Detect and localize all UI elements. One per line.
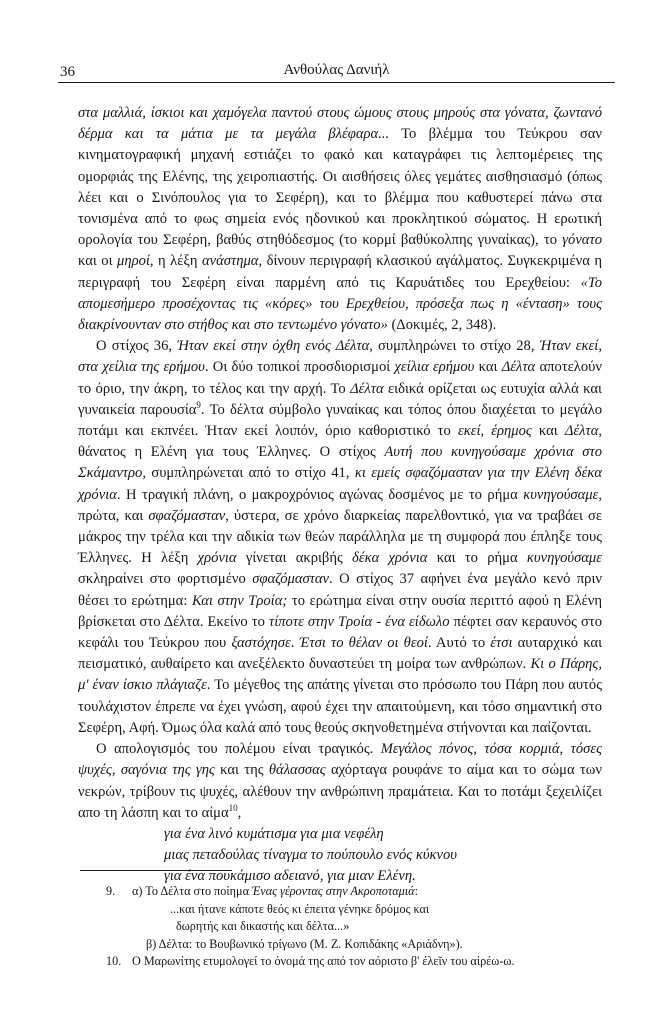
footnote-ref: 10 [228, 802, 238, 813]
text-run: . Το δέλτα σύμβολο γυναίκας και τόπος όπου διαχέεται το μεγάλο ποτάμι και εκπνέει. Ήταν εκεί λοιπόν, όριο καθοριστικό το [78, 401, 602, 440]
footnote-rule [80, 870, 232, 871]
quoted-phrase: σφαζόμασταν [148, 507, 226, 524]
text-run: πέφτει σαν κεραυνός στο κεφάλι του Τεύκρου που [78, 613, 603, 652]
text-run: αποτελούν το όριο, την άκρη, το τέλος και την αρχή. Το [78, 359, 602, 397]
footnote-number: 9. [106, 884, 116, 898]
footnote-quote: δωρητής και δικαστής και δέλτα...» [176, 919, 350, 934]
quoted-phrase: Αυτή που κυνηγούσαμε χρόνια στο Σκάμαντρο [78, 444, 602, 482]
text-run: , δίνουν περιγραφή κλασικού αγάλματος. Συγκεκριμένα η περιγραφή του Σεφέρη είναι παρμένη από τις Καρυάτιδες του Ερεχθείου: [78, 253, 602, 291]
text-run: , θάνατος η Ελένη για τους Έλληνες. Ο στίχος [78, 423, 603, 461]
text-run: . [290, 635, 300, 652]
quoted-phrase: τίποτε στην Τροία - ένα είδωλο [268, 613, 450, 630]
quoted-phrase: χρόνια [197, 550, 237, 567]
verse-line: για ένα λινό κυμάτισμα για μια νεφέλη [164, 825, 384, 842]
text-run: , συμπληρώνει το στίχο 28, [369, 338, 540, 355]
footnote-number: 10. [106, 954, 122, 969]
text-run: αχόρταγα ρουφάνε το αίμα και το σώμα των νεκρών, τρίβουν τις ψυχές, αλέθουν την ανθρώπινη πραμάτεια. Και το ποτάμι ξεχειλίζει απο τη λάσπη και το αίμα [78, 762, 602, 821]
text-run: , πρώτα, και [78, 486, 602, 524]
text-run: και οι [78, 253, 117, 270]
quoted-phrase: κυνηγούσαμε [523, 486, 599, 503]
quoted-phrase: κυνηγούσαμε [526, 550, 603, 567]
text-run: σκληραίνει στο φορτισμένο [78, 571, 253, 588]
text-run: αυταρχικό και πεισματικό, αυθαίρετο και ανεξέλεκτο δυναστεύει τη μοίρα των ανθρώπων. [78, 635, 602, 673]
footnote-text: Ο Μαρωνίτης ετυμολογεί το όνομά της από τον αόριστο β' έλεῖν του αἱρέω-ω. [132, 954, 515, 969]
text-run: Ο στίχος 36, [96, 338, 178, 355]
text-run: . Το μέγεθος της απάτης γίνεται στο πρόσωπο του Πάρη που αυτός τουλάχιστον έπρεπε να έχει γνώση, αφού έχει την απαιτούμενη, και τόσο σημαντική στο Σεφέρη, Αφή. Όμως όλα καλά από τους θεούς σκηνοθετημένα στήνονται και παίζονται. [78, 677, 603, 736]
quoted-phrase: Κι ο Πάρης, μ' έναν ίσκιο πλάγιαζε [78, 656, 602, 694]
text-run: . Η τραγική πλάνη, ο μακροχρόνιος αγώνας δοσμένος με το ρήμα [116, 486, 524, 503]
footnote-quote: ...και ήτανε κάποτε θεός κι έπειτα γένηκε δρόμος και [170, 901, 430, 916]
verse-quote [164, 824, 602, 888]
text-run: γίνεται ακριβής [236, 550, 353, 567]
text-run: και [531, 423, 565, 440]
quoted-phrase: σφαζόμασταν [252, 571, 330, 588]
quoted-phrase: δέκα χρόνια [352, 550, 428, 567]
footnote-text: β) Δέλτα: το Βουβωνικό τρίγωνο (Μ. Ζ. Κοπιδάκης «Αριάδνη»). [146, 936, 463, 951]
text-run: και [474, 359, 502, 376]
footnote-ref: 9 [196, 399, 201, 410]
text-run: και της [214, 762, 269, 779]
text-run: , συμπληρώνεται από το στίχο 41, [142, 465, 355, 482]
text-run: , [237, 804, 242, 821]
paragraph [78, 103, 602, 336]
verse-line: μιας πεταδούλας τίναγμα το πούπουλο ενός κύκνου [164, 847, 458, 864]
text-run: ειδικά ορίζεται ως ευτυχία αλλά και γυναικεία παρουσία [78, 380, 602, 418]
text-run: . Ο στίχος 37 αφήνει ένα μεγάλο κενό πριν θέσει το ερώτημα: [78, 571, 602, 609]
quoted-phrase: κι εμείς σφαζόμασταν για την Ελένη δέκα χρόνια [78, 465, 602, 503]
page-header [58, 56, 615, 83]
text-run: . Οι δύο τοπικοί προσδιορισμοί [204, 359, 395, 376]
paragraph [78, 739, 602, 824]
text-run: , [480, 423, 492, 440]
text-run: Το βλέμμα του Τεύκρου σαν κινηματογραφική μηχανή εστιάζει το φακό και καταγράφει τις λεπτομέρειες της ομορφιάς της Ελένης, της χειροπιαστής. Οι αισθήσεις όλες γεμάτες αισθησιασμό (όπως λέει και ο Σινόπουλος για το Σεφέρη), και το βλέμμα που καθυστερεί πάνω στα τονισμένα από το φως σημεία ενός ηδονικού και προκλητικού σώματος. Η ερωτική ορολογία του Σεφέρη, βαθύς στηθόδεσμος (το κορμί βαθύκολπης γυναίκας), το [78, 126, 603, 249]
text-run: , η λέξη [149, 253, 202, 270]
body-text [78, 103, 602, 888]
footnote-text: α) Το Δέλτα στο ποίημα [132, 884, 253, 898]
text-run: το ερώτημα είναι στην ουσία περιττό αφού η Ελένη βρίσκεται στο Δέλτα. Εκείνο το [78, 592, 602, 630]
quoted-phrase: χείλια ερήμου [394, 359, 475, 376]
quoted-phrase: εκεί [457, 423, 481, 440]
quoted-phrase: έρημος [491, 423, 532, 440]
footnote-poem-title: Ένας γέροντας στην Ακροποταμιά [252, 884, 415, 898]
quoted-phrase: Ήταν εκεί, στα χείλια της ερήμου [78, 338, 602, 376]
running-head: Ανθούλας Δανιήλ [283, 62, 390, 78]
quoted-phrase: Έτσι το θέλαν οι θεοί [299, 635, 428, 652]
quoted-phrase: Δέλτα [501, 359, 536, 376]
quoted-phrase: έτσι [490, 635, 513, 652]
quoted-phrase: Δέλτα [350, 380, 384, 397]
quoted-phrase: Ήταν εκεί στην όχθη ενός Δέλτα [177, 338, 370, 355]
text-run: . Αυτό το [427, 635, 491, 652]
verse-line: για ένα πουκάμισο αδειανό, για μιαν Ελένη. [164, 868, 416, 885]
quoted-phrase: στα μαλλιά, ίσκιοι και χαμόγελα παντού στους ώμους στους μηρούς στα γόνατα, ζωντανό δέρμα και τα μάτια με τα μεγάλα βλέφαρα... [78, 105, 602, 143]
quoted-phrase: ανάστημα [202, 253, 259, 270]
footnotes [106, 883, 606, 971]
quoted-phrase: Και στην Τροία; [191, 592, 288, 609]
paragraphs [78, 103, 602, 824]
quoted-phrase: Μεγάλος πόνος, τόσα κορμιά, τόσες ψυχές, σαγόνια της γης [78, 741, 602, 779]
paragraph [78, 336, 602, 739]
text-run: και το ρήμα [427, 550, 527, 567]
text-run: , ύστερα, σε χρόνο διαρκείας παρελθοντικό, για να τραβάει σε μάκρος την τρέλα και την αδικία των θεών παράλληλα με τη συμφορά που έπληξε τους Έλληνες. Η λέξη [78, 507, 602, 567]
quoted-phrase: Δέλτα [564, 423, 599, 440]
page-number: 36 [60, 64, 75, 80]
quoted-phrase: θάλασσας [268, 762, 326, 779]
footnote-9: 9. α) Το Δέλτα στο ποίημα Ένας γέροντας στην Ακροποταμιά: ...και ήτανε κάποτε θεός κι έπειτα γένηκε δρόμος και δωρητής και δικαστής και δέλτα...» β) Δέλτα: το Βουβωνικό τρίγωνο (Μ. Ζ. Κοπιδάκης «Αριάδνη»). [106, 883, 606, 953]
text-run: Ο απολογισμός του πολέμου είναι τραγικός. [96, 741, 381, 758]
footnote-10 [106, 953, 606, 971]
quoted-phrase: γόνατο [562, 232, 602, 249]
quoted-phrase: ξαστόχησε [231, 635, 291, 652]
quoted-phrase: μηροί [117, 253, 150, 270]
text-run: (Δοκιμές, 2, 348). [387, 317, 497, 334]
quoted-phrase: «Το απομεσήμερο προσέχοντας τις «κόρες» του Ερεχθείου, πρόσεξα πως η «ένταση» τους διακρίνουνταν στο στήθος και στο τεντωμένο γόνατο» [78, 274, 602, 334]
